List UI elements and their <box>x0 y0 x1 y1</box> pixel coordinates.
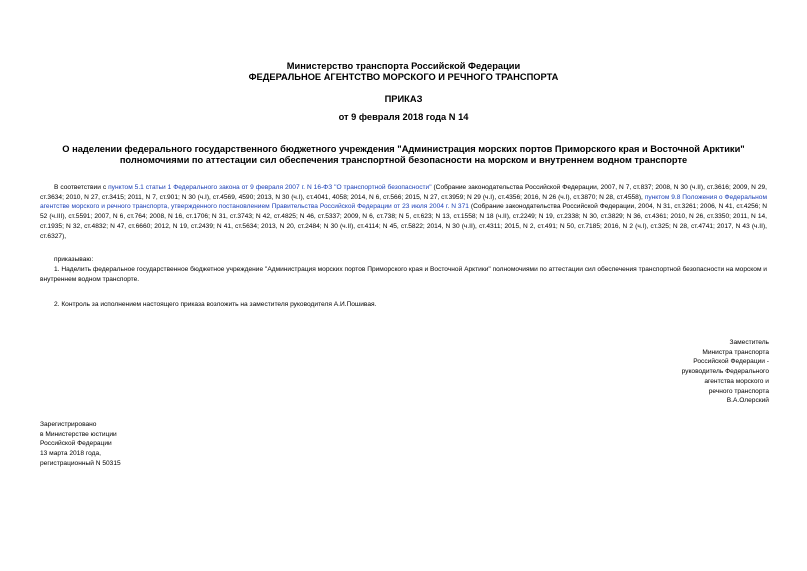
doc-type-heading: ПРИКАЗ <box>384 94 423 104</box>
preamble-start: В соответствии с <box>54 184 109 191</box>
signature-line: Российской Федерации - <box>693 358 769 366</box>
registration-line: в Министерстве юстиции <box>40 430 117 438</box>
registration-line: Зарегистрировано <box>40 421 97 428</box>
date-number-heading: от 9 февраля 2018 года N 14 <box>338 112 469 122</box>
paragraph-order <box>40 255 767 265</box>
registration-block <box>40 420 240 469</box>
ministry-heading: Министерство транспорта Российской Федерации <box>286 61 521 71</box>
signature-line: Заместитель <box>729 339 769 346</box>
signature-line: Министра транспорта <box>702 348 769 356</box>
registration-line: Российской Федерации <box>40 440 112 448</box>
signature-block <box>589 338 769 406</box>
signature-line: речного транспорта <box>708 387 769 395</box>
order-text: приказываю: <box>54 256 94 263</box>
registration-number: регистрационный N 50315 <box>40 459 121 467</box>
law-link[interactable]: пунктом 5.1 статьи 1 Федерального закона от 9 февраля 2007 г. N 16-ФЗ "О транспортной безопасности" <box>108 184 432 191</box>
preamble-mid: (Собрание законодательства Российской Федерации, 2007, N 7, ст.837; 2008, N 30 (ч.II), ст.3616; 2009, N 29, ст.3634; 2010, N 27, ст.3415; 2011, N 7, ст.901; N 30 (ч.I), ст.4569, 4590; 2013, N 30 (ч.I), ст.4041, 4058; 2014, N 6, ст.566; 2015, N 27, ст.3959; N 29 (ч.I), ст.4356; 2016, N 26 (ч.I), ст.3870; N 28, ст.4558), <box>40 184 768 201</box>
item-1-text: 1. Наделить федеральное государственное бюджетное учреждение "Администрация морских портов Приморского края и Восточной Арктики" полномочиями по аттестации сил обеспечения транспортной безопасности на морском и внутреннем водном транспорте. <box>40 266 767 283</box>
signature-line: руководитель Федерального <box>681 368 769 376</box>
registration-date: 13 марта 2018 года, <box>40 450 101 458</box>
signature-line: агентства морского и <box>704 377 769 385</box>
paragraph-item-1 <box>40 265 767 284</box>
paragraph-preamble <box>40 183 767 241</box>
item-2-text: 2. Контроль за исполнением настоящего приказа возложить на заместителя руководителя А.И.Пошивая. <box>54 301 377 308</box>
regulation-link[interactable]: пунктом 9.8 Положения о Федеральном агентстве морского и речного транспорта, утвержденного постановлением Правительства Российской Федерации от 23 июля 2004 г. N 371 <box>40 193 767 211</box>
signatory-name: В.А.Олерский <box>726 397 769 405</box>
agency-heading: ФЕДЕРАЛЬНОЕ АГЕНТСТВО МОРСКОГО И РЕЧНОГО ТРАНСПОРТА <box>248 72 559 82</box>
document-title: О наделении федерального государственного бюджетного учреждения "Администрация морских портов Приморского края и Восточной Арктики" полномочиями по аттестации сил обеспечения транспортной безопасности на морском и внутреннем водном транспорте <box>62 144 745 165</box>
preamble-end: (Собрание законодательства Российской Федерации, 2004, N 31, ст.3261; 2006, N 41, ст.4256; N 52 (ч.III), ст.5591; 2007, N 6, ст.764; 2008, N 16, ст.1706; N 31, ст.3743; N 42, ст.4825; N 46, ст.5337; 2009, N 6, ст.738; N 5, ст.623; N 13, ст.1558; N 18 (ч.II), ст.2249; N 19, ст.2338; N 30, ст.3829; N 36, ст.4361; 2010, N 26, ст.3350; 2011, N 14, ст.1935; N 32, ст.4832; N 47, ст.6660; 2012, N 19, ст.2439; N 41, ст.5634; 2013, N 20, ст.2484; N 30 (ч.II), ст.4114; N 45, ст.5822; 2014, N 30 (ч.II), ст.4311; 2015, N 2, ст.491; N 50, ст.7185; 2016, N 2 (ч.I), ст.325; N 28, ст.4741; 2017, N 43 (ч.II), ст.6327), <box>40 203 767 240</box>
paragraph-item-2 <box>40 300 767 310</box>
